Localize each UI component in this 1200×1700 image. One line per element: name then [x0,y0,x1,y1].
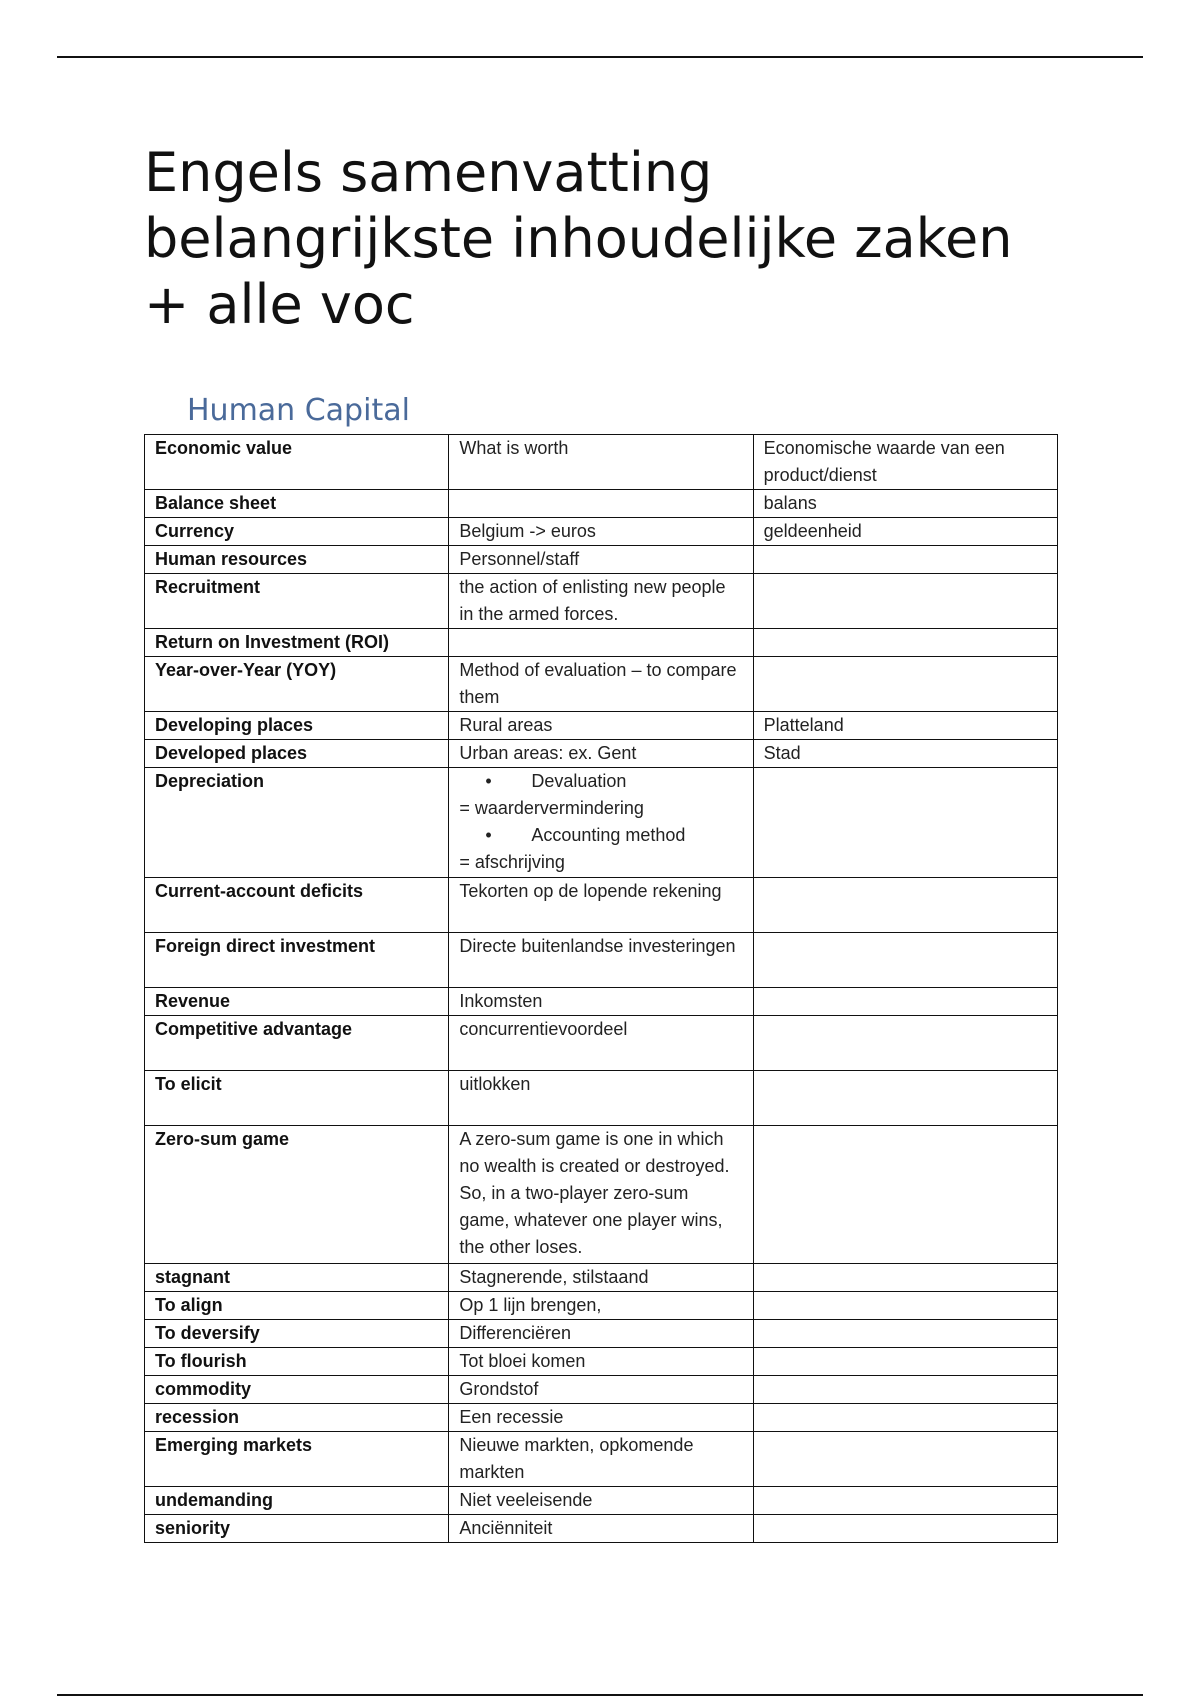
definition-line: = afschrijving [459,852,565,872]
definition-cell: Differenciëren [449,1320,753,1348]
table-row [145,490,1058,518]
translation-cell: Economische waarde van een product/dienst [753,435,1057,490]
table-row [145,1264,1058,1292]
definition-cell: Grondstof [449,1376,753,1404]
bullet-item [459,768,742,795]
term-cell: To flourish [145,1348,449,1376]
table-row [145,657,1058,712]
table-row [145,712,1058,740]
document-title [144,140,1104,338]
term-cell: Foreign direct investment [145,933,449,988]
definition-cell: Personnel/staff [449,546,753,574]
table-row [145,1071,1058,1126]
table-row [145,878,1058,933]
definition-cell: What is worth [449,435,753,490]
term-cell: To deversify [145,1320,449,1348]
term-cell: stagnant [145,1264,449,1292]
definition-cell: Belgium -> euros [449,518,753,546]
table-row [145,435,1058,490]
translation-cell [753,933,1057,988]
translation-cell [753,546,1057,574]
definition-cell: Rural areas [449,712,753,740]
translation-cell [753,1404,1057,1432]
definition-cell: Tekorten op de lopende rekening [449,878,753,933]
translation-cell [753,1320,1057,1348]
table-row [145,768,1058,878]
translation-cell [753,1348,1057,1376]
term-cell: Developed places [145,740,449,768]
term-cell: commodity [145,1376,449,1404]
translation-cell [753,878,1057,933]
table-row [145,1515,1058,1543]
definition-cell [449,629,753,657]
vocabulary-table [144,434,1058,1543]
table-row [145,546,1058,574]
term-cell: To align [145,1292,449,1320]
term-cell: Human resources [145,546,449,574]
table-row [145,933,1058,988]
section-heading: Human Capital [187,393,410,428]
bullet-text: Devaluation [531,771,627,791]
translation-cell: geldeenheid [753,518,1057,546]
definition-cell: Niet veeleisende [449,1487,753,1515]
definition-cell: A zero-sum game is one in which no wealth is created or destroyed. So, in a two-player zero-sum game, whatever one player wins, the other loses. [449,1126,753,1264]
table-row [145,1292,1058,1320]
table-row [145,1016,1058,1071]
definition-cell: Stagnerende, stilstaand [449,1264,753,1292]
table-row [145,1487,1058,1515]
definition-cell: Een recessie [449,1404,753,1432]
bottom-rule [57,1694,1143,1696]
table-row [145,1126,1058,1264]
term-cell: recession [145,1404,449,1432]
title-line-2: belangrijkste inhoudelijke zaken [144,207,1013,270]
definition-cell: Inkomsten [449,988,753,1016]
term-cell: Zero-sum game [145,1126,449,1264]
table-row [145,988,1058,1016]
table-row [145,518,1058,546]
definition-cell: uitlokken [449,1071,753,1126]
translation-cell [753,1292,1057,1320]
translation-cell [753,1376,1057,1404]
title-line-3: + alle voc [144,273,415,336]
table-row [145,1404,1058,1432]
translation-cell [753,657,1057,712]
translation-cell [753,1016,1057,1071]
translation-cell [753,1126,1057,1264]
term-cell: Developing places [145,712,449,740]
translation-cell [753,988,1057,1016]
translation-cell [753,1264,1057,1292]
translation-cell: balans [753,490,1057,518]
definition-cell: Op 1 lijn brengen, [449,1292,753,1320]
definition-cell [449,768,753,878]
top-rule [57,56,1143,58]
table-row [145,1320,1058,1348]
term-cell: seniority [145,1515,449,1543]
translation-cell: Stad [753,740,1057,768]
definition-cell [449,490,753,518]
translation-cell [753,1432,1057,1487]
term-cell: Depreciation [145,768,449,878]
term-cell: Competitive advantage [145,1016,449,1071]
term-cell: undemanding [145,1487,449,1515]
table-row [145,1348,1058,1376]
translation-cell [753,1515,1057,1543]
definition-cell: Directe buitenlandse investeringen [449,933,753,988]
term-cell: Return on Investment (ROI) [145,629,449,657]
definition-cell: Anciënniteit [449,1515,753,1543]
title-line-1: Engels samenvatting [144,141,713,204]
definition-cell: Urban areas: ex. Gent [449,740,753,768]
table-row [145,1376,1058,1404]
translation-cell [753,629,1057,657]
term-cell: Current-account deficits [145,878,449,933]
term-cell: Economic value [145,435,449,490]
bullet-text: Accounting method [531,825,686,845]
definition-cell: Nieuwe markten, opkomende markten [449,1432,753,1487]
translation-cell: Platteland [753,712,1057,740]
term-cell: Currency [145,518,449,546]
table-row [145,574,1058,629]
translation-cell [753,768,1057,878]
table-row [145,1432,1058,1487]
table-row [145,629,1058,657]
term-cell: Revenue [145,988,449,1016]
table-row [145,740,1058,768]
term-cell: Year-over-Year (YOY) [145,657,449,712]
definition-line: = waardervermindering [459,798,644,818]
translation-cell [753,1487,1057,1515]
definition-cell: the action of enlisting new people in the armed forces. [449,574,753,629]
term-cell: Recruitment [145,574,449,629]
term-cell: Emerging markets [145,1432,449,1487]
term-cell: Balance sheet [145,490,449,518]
definition-cell: Tot bloei komen [449,1348,753,1376]
definition-cell: Method of evaluation – to compare them [449,657,753,712]
term-cell: To elicit [145,1071,449,1126]
bullet-item [459,822,742,849]
definition-cell: concurrentievoordeel [449,1016,753,1071]
translation-cell [753,1071,1057,1126]
translation-cell [753,574,1057,629]
